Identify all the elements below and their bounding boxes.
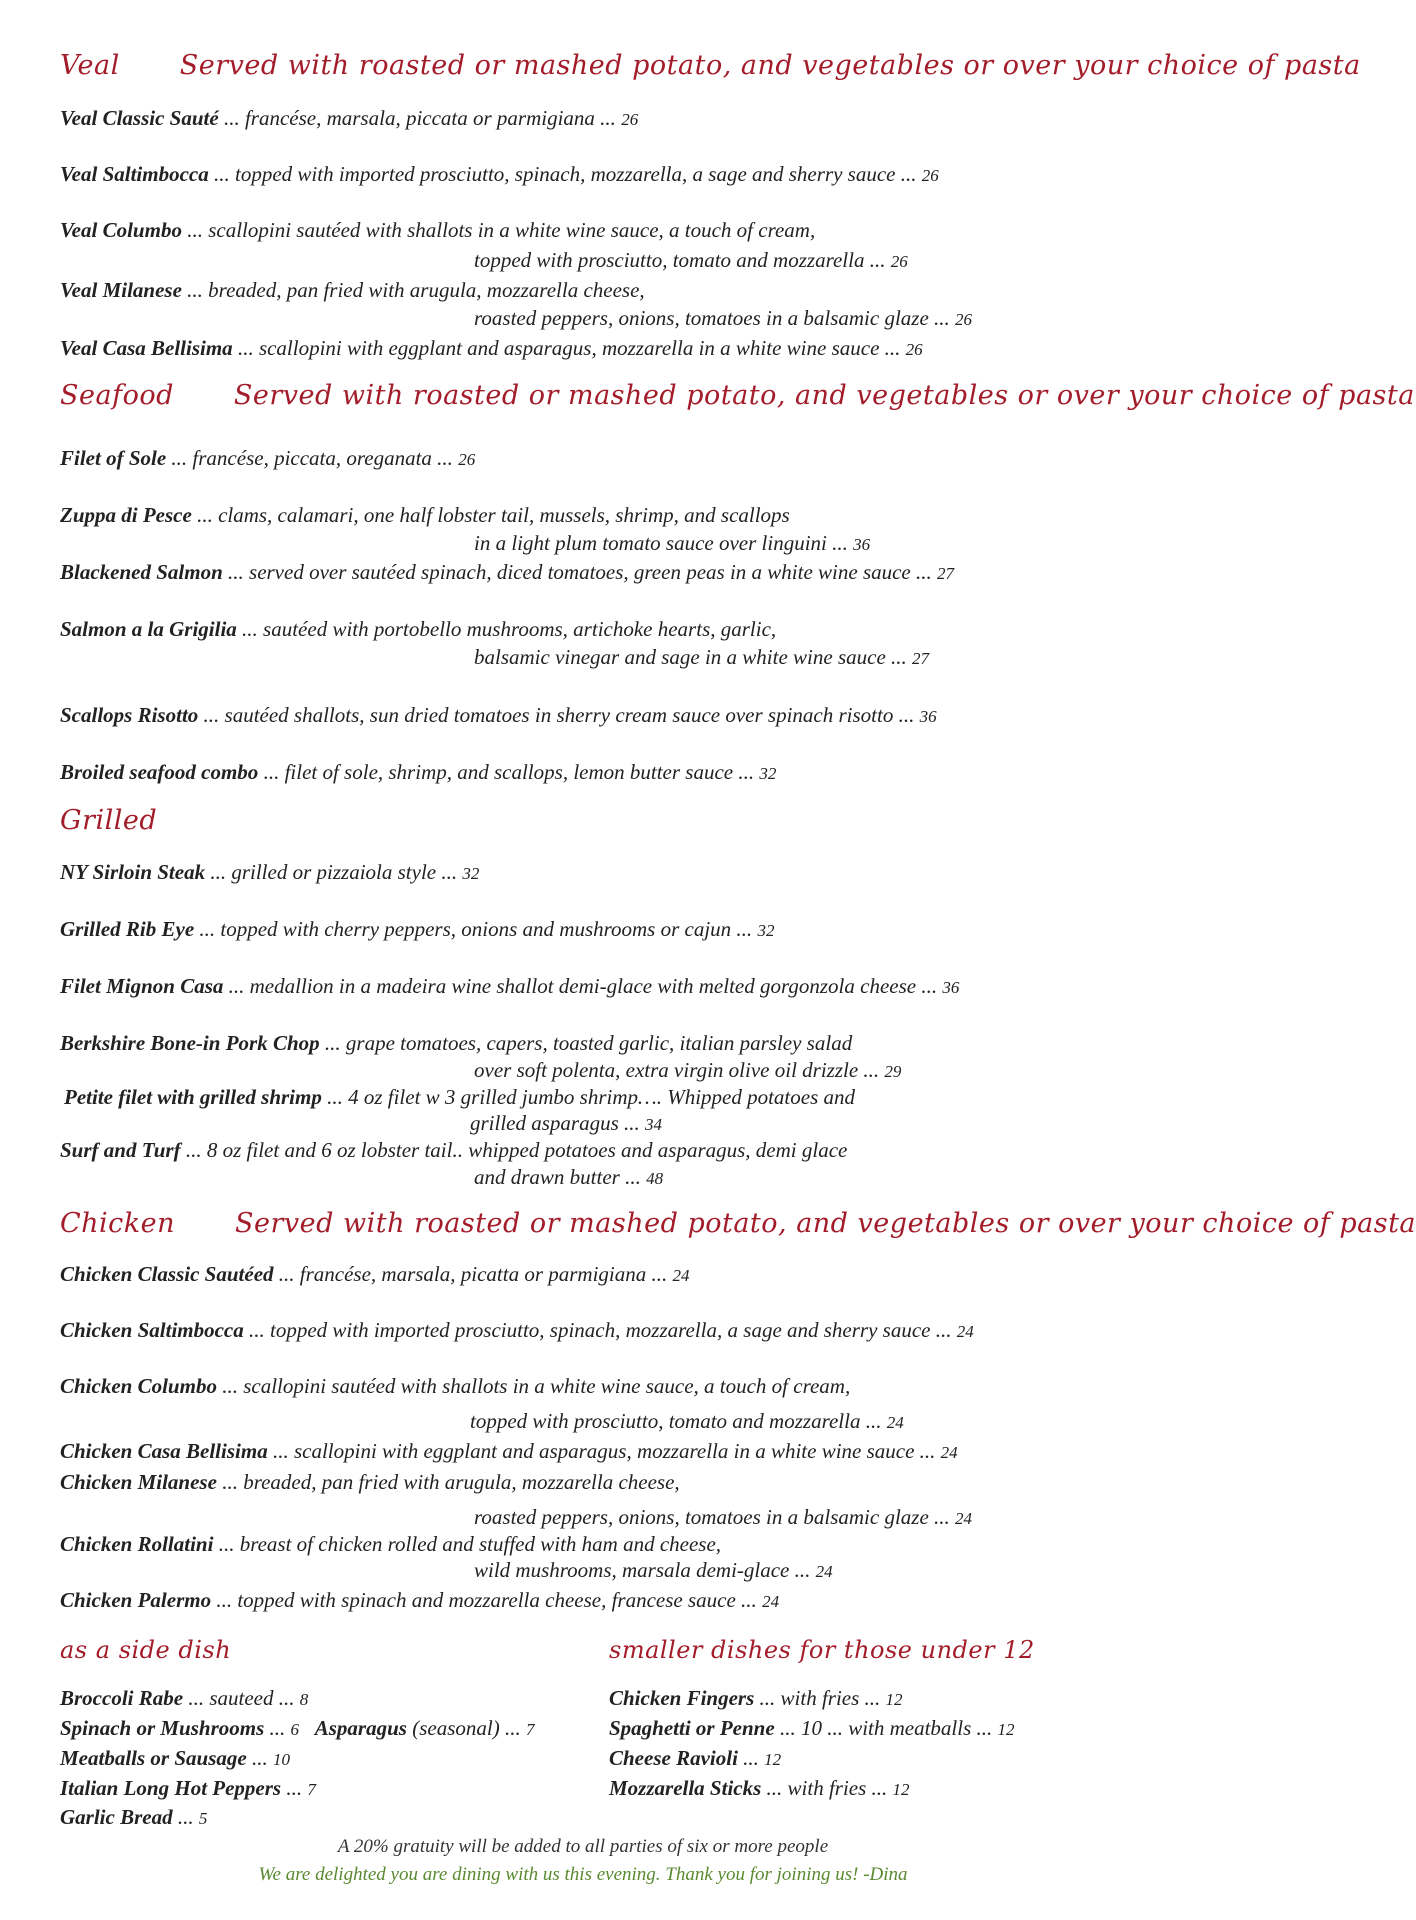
menu-item-continuation: balsamic vinegar and sage in a white wine sauce ... 27	[474, 645, 930, 669]
kids-item: Cheese Ravioli ... 12	[609, 1746, 782, 1770]
menu-item-continuation: roasted peppers, onions, tomatoes in a balsamic glaze ... 24	[474, 1505, 973, 1529]
menu-item-continuation: wild mushrooms, marsala demi-glace ... 24	[474, 1558, 833, 1582]
menu-item-continuation: roasted peppers, onions, tomatoes in a balsamic glaze ... 26	[474, 306, 973, 330]
menu-item-continuation: in a light plum tomato sauce over linguini ... 36	[474, 531, 871, 555]
kids-section-header	[609, 1636, 1035, 1664]
menu-item: Chicken Columbo ... scallopini sautéed with shallots in a white wine sauce, a touch of cream,	[60, 1374, 851, 1398]
menu-item: Berkshire Bone-in Pork Chop ... grape tomatoes, capers, toasted garlic, italian parsley salad	[60, 1031, 853, 1055]
menu-item: Salmon a la Grigilia ... sautéed with portobello mushrooms, artichoke hearts, garlic,	[60, 617, 777, 641]
section-subtitle: Served with roasted or mashed potato, and vegetables or over your choice of pasta	[233, 380, 1415, 411]
section-title: Grilled	[60, 805, 158, 836]
menu-item: Chicken Saltimbocca ... topped with imported prosciutto, spinach, mozzarella, a sage and sherry sauce ... 24	[60, 1318, 974, 1342]
menu-item: Filet Mignon Casa ... medallion in a madeira wine shallot demi-glace with melted gorgonzola cheese ... 36	[60, 974, 960, 998]
menu-item-continuation: grilled asparagus ... 34	[470, 1111, 663, 1135]
section-title: smaller dishes for those under 12	[609, 1636, 1035, 1664]
section-subtitle: Served with roasted or mashed potato, and vegetables or over your choice of pasta	[235, 1208, 1416, 1239]
section-title: Chicken	[60, 1208, 176, 1239]
kids-item: Mozzarella Sticks ... with fries ... 12	[609, 1776, 910, 1800]
menu-item: NY Sirloin Steak ... grilled or pizzaiola style ... 32	[60, 860, 480, 884]
menu-item: Filet of Sole ... francése, piccata, oreganata ... 26	[60, 446, 476, 470]
section-title: Veal	[60, 50, 120, 81]
menu-item: Blackened Salmon ... served over sautéed spinach, diced tomatoes, green peas in a white wine sauce ... 27	[60, 560, 955, 584]
menu-item: Chicken Rollatini ... breast of chicken rolled and stuffed with ham and cheese,	[60, 1532, 722, 1556]
menu-item-continuation: topped with prosciutto, tomato and mozzarella ... 24	[470, 1409, 904, 1433]
menu-item: Veal Casa Bellisima ... scallopini with eggplant and asparagus, mozzarella in a white wine sauce ... 26	[60, 336, 923, 360]
side-item: Broccoli Rabe ... sauteed ... 8	[60, 1686, 309, 1710]
menu-item: Broiled seafood combo ... filet of sole, shrimp, and scallops, lemon butter sauce ... 32	[60, 760, 777, 784]
menu-item: Petite filet with grilled shrimp ... 4 oz filet w 3 grilled jumbo shrimp…. Whipped potatoes and	[64, 1085, 856, 1109]
side-item: Italian Long Hot Peppers ... 7	[60, 1776, 316, 1800]
menu-item: Veal Classic Sauté ... francése, marsala, piccata or parmigiana ... 26	[60, 106, 639, 130]
menu-item: Veal Saltimbocca ... topped with imported prosciutto, spinach, mozzarella, a sage and sherry sauce ... 26	[60, 162, 939, 186]
grilled-section-header	[60, 805, 157, 836]
section-title: Seafood	[60, 380, 174, 411]
sides-section-header	[60, 1636, 231, 1664]
side-item: Garlic Bread ... 5	[60, 1805, 208, 1829]
menu-item: Zuppa di Pesce ... clams, calamari, one half lobster tail, mussels, shrimp, and scallops	[60, 503, 790, 527]
menu-item: Chicken Classic Sautéed ... francése, marsala, picatta or parmigiana ... 24	[60, 1262, 690, 1286]
menu-item-continuation: over soft polenta, extra virgin olive oil drizzle ... 29	[474, 1058, 902, 1082]
menu-item: Veal Columbo ... scallopini sautéed with shallots in a white wine sauce, a touch of cream,	[60, 218, 816, 242]
menu-item: Chicken Casa Bellisima ... scallopini with eggplant and asparagus, mozzarella in a white wine sauce ... 24	[60, 1439, 958, 1463]
menu-item: Chicken Milanese ... breaded, pan fried with arugula, mozzarella cheese,	[60, 1470, 680, 1494]
thank-you-note: We are delighted you are dining with us this evening. Thank you for joining us! -Dina	[258, 1864, 908, 1885]
chicken-section-header	[60, 1208, 1416, 1239]
section-subtitle: Served with roasted or mashed potato, and vegetables or over your choice of pasta	[179, 50, 1361, 81]
menu-item: Surf and Turf ... 8 oz filet and 6 oz lobster tail.. whipped potatoes and asparagus, demi glace	[60, 1138, 848, 1162]
menu-item: Grilled Rib Eye ... topped with cherry peppers, onions and mushrooms or cajun ... 32	[60, 917, 775, 941]
veal-section-header	[60, 50, 1361, 81]
side-item: Spinach or Mushrooms ... 6 Asparagus (seasonal) ... 7	[60, 1716, 535, 1740]
gratuity-note: A 20% gratuity will be added to all parties of six or more people	[337, 1836, 829, 1857]
kids-item: Spaghetti or Penne ... 10 ... with meatballs ... 12	[609, 1716, 1015, 1740]
side-item: Meatballs or Sausage ... 10	[60, 1746, 290, 1770]
seafood-section-header	[60, 380, 1415, 411]
menu-item-continuation: topped with prosciutto, tomato and mozzarella ... 26	[474, 248, 908, 272]
menu-item: Veal Milanese ... breaded, pan fried with arugula, mozzarella cheese,	[60, 278, 645, 302]
menu-item: Chicken Palermo ... topped with spinach and mozzarella cheese, francese sauce ... 24	[60, 1588, 780, 1612]
menu-item-continuation: and drawn butter ... 48	[474, 1165, 664, 1189]
kids-item: Chicken Fingers ... with fries ... 12	[609, 1686, 903, 1710]
menu-item: Scallops Risotto ... sautéed shallots, sun dried tomatoes in sherry cream sauce over spinach risotto ... 36	[60, 703, 937, 727]
section-title: as a side dish	[60, 1636, 232, 1664]
